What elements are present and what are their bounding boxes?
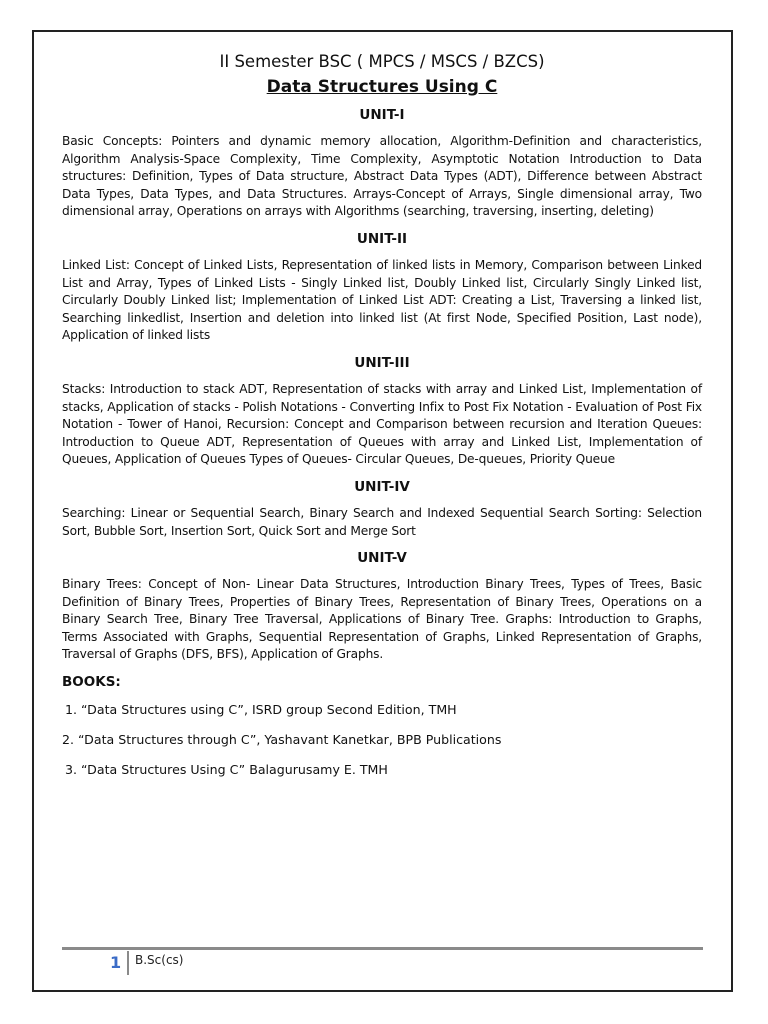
footer-separator	[127, 951, 129, 975]
books-section	[62, 674, 702, 778]
unit-description: Binary Trees: Concept of Non- Linear Data Structures, Introduction Binary Trees, Types of Trees, Basic Definition of Binary Trees, Properties of Binary Trees, Representation of Binary Trees, Operations on a Binary Search Tree, Binary Tree Traversal, Applications of Binary Tree. Graphs: Introduction to Graphs, Terms Associated with Graphs, Sequential Representation of Graphs, Linked Representation of Graphs, Traversal of Graphs (DFS, BFS), Application of Graphs.	[62, 577, 702, 662]
unit-description: Stacks: Introduction to stack ADT, Representation of stacks with array and Linked List, Implementation of stacks, Application of stacks - Polish Notations - Converting Infix to Post Fix Notation - Evaluation of Post Fix Notation - Tower of Hanoi, Recursion: Concept and Comparison between recursion and Iteration Queues: Introduction to Queue ADT, Representation of Queues with array and Linked List, Implementation of Queues, Application of Queues Types of Queues- Circular Queues, De-queues, Priority Queue	[62, 381, 702, 467]
book-item: 3. “Data Structures Using C” Balagurusamy E. TMH	[65, 762, 388, 778]
unit-section-5	[62, 550, 702, 664]
unit-description: Basic Concepts: Pointers and dynamic memory allocation, Algorithm-Definition and characteristics, Algorithm Analysis-Space Complexity, Time Complexity, Asymptotic Notation Introduction to Data structures: Definition, Types of Data structure, Abstract Data Types (ADT), Difference between Abstract Data Types, Data Types, and Data Structures. Arrays-Concept of Arrays, Single dimensional array, Two dimensional array, Operations on arrays with Algorithms (searching, traversing, inserting, deleting)	[62, 134, 702, 219]
unit-description: Searching: Linear or Sequential Search, Binary Search and Indexed Sequential Search Sorting: Selection Sort, Bubble Sort, Insertion Sort, Quick Sort and Merge Sort	[62, 505, 702, 538]
footer-rule	[62, 947, 703, 950]
unit-heading: UNIT-I	[359, 107, 405, 123]
unit-section-4	[62, 479, 702, 540]
unit-heading: UNIT-II	[356, 230, 408, 247]
unit-section-1	[62, 107, 702, 221]
unit-heading: UNIT-V	[357, 550, 407, 567]
books-heading: BOOKS:	[62, 674, 121, 691]
footer-label: B.Sc(cs)	[135, 953, 184, 967]
unit-heading: UNIT-IV	[354, 478, 410, 495]
book-item: 1. “Data Structures using C”, ISRD group Second Edition, TMH	[65, 702, 457, 718]
course-title: Data Structures Using C	[266, 77, 498, 97]
book-item: 2. “Data Structures through C”, Yashavant Kanetkar, BPB Publications	[62, 732, 502, 748]
unit-description: Linked List: Concept of Linked Lists, Representation of linked lists in Memory, Comparison between Linked List and Array, Types of Linked Lists - Singly Linked list, Doubly Linked list, Circularly Singly Linked list, Circularly Doubly Linked list; Implementation of Linked List ADT: Creating a List, Traversing a linked list, Searching linkedlist, Insertion and deletion into linked list (At first Node, Specified Position, Last node), Application of linked lists	[62, 257, 702, 343]
unit-section-2	[62, 231, 702, 345]
semester-line: II Semester BSC ( MPCS / MSCS / BZCS)	[219, 52, 545, 71]
document-body	[62, 52, 702, 792]
footer-page-number: 1	[110, 953, 122, 972]
unit-heading: UNIT-III	[354, 354, 410, 371]
unit-section-3	[62, 355, 702, 469]
